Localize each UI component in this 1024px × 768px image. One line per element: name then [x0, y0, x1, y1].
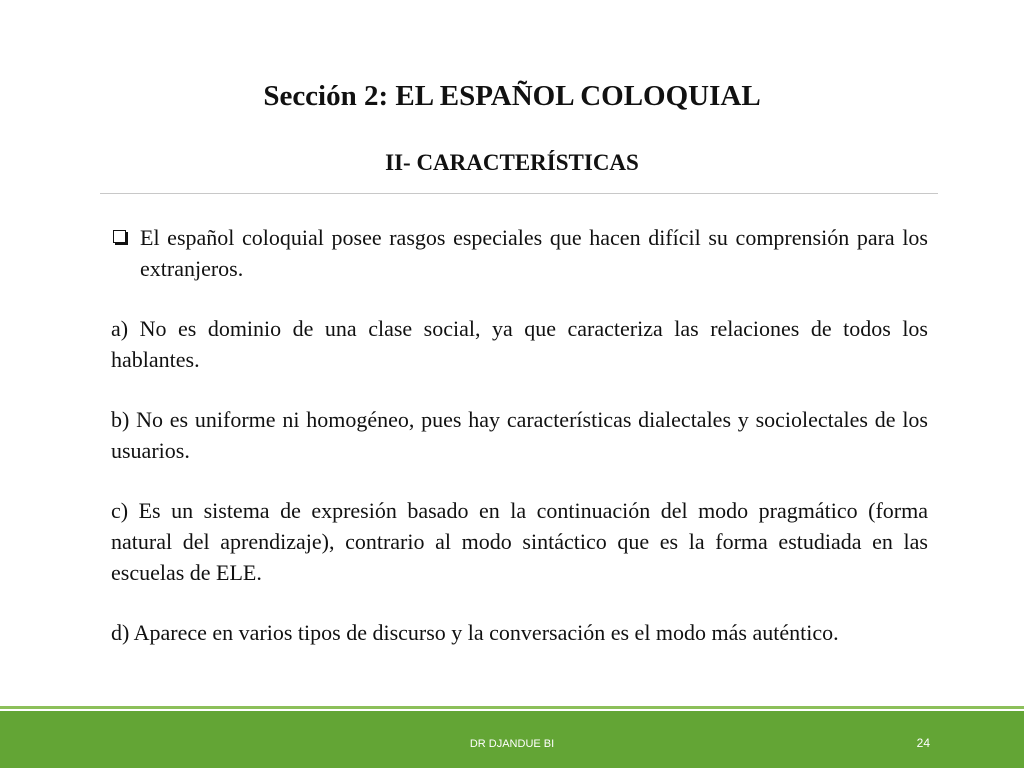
title-divider	[100, 193, 938, 194]
page-number: 24	[916, 736, 930, 750]
footer-author: DR DJANDUE BI	[469, 738, 555, 750]
paragraph-d: d) Aparece en varios tipos de discurso y la conversación es el modo más auténtico.	[111, 620, 839, 645]
paragraph-a: a) No es dominio de una clase social, ya que caracteriza las relaciones de todos los hablantes.	[111, 316, 928, 372]
paragraph-c: c) Es un sistema de expresión basado en la continuación del modo pragmático (forma natural del aprendizaje), contrario al modo sintáctico que es la forma estudiada en las escuelas de ELE.	[111, 498, 928, 585]
slide-title: Sección 2: EL ESPAÑOL COLOQUIAL	[263, 80, 761, 112]
slide-subtitle: II- CARACTERÍSTICAS	[385, 150, 639, 175]
footer-accent-line	[0, 706, 1024, 709]
bullet-text: El español coloquial posee rasgos especiales que hacen difícil su comprensión para los extranjeros.	[140, 225, 928, 281]
bullet-item	[111, 222, 928, 284]
checkbox-square-icon	[113, 230, 126, 243]
paragraph-b: b) No es uniforme ni homogéneo, pues hay características dialectales y sociolectales de los usuarios.	[111, 407, 928, 463]
slide-body	[111, 222, 928, 648]
